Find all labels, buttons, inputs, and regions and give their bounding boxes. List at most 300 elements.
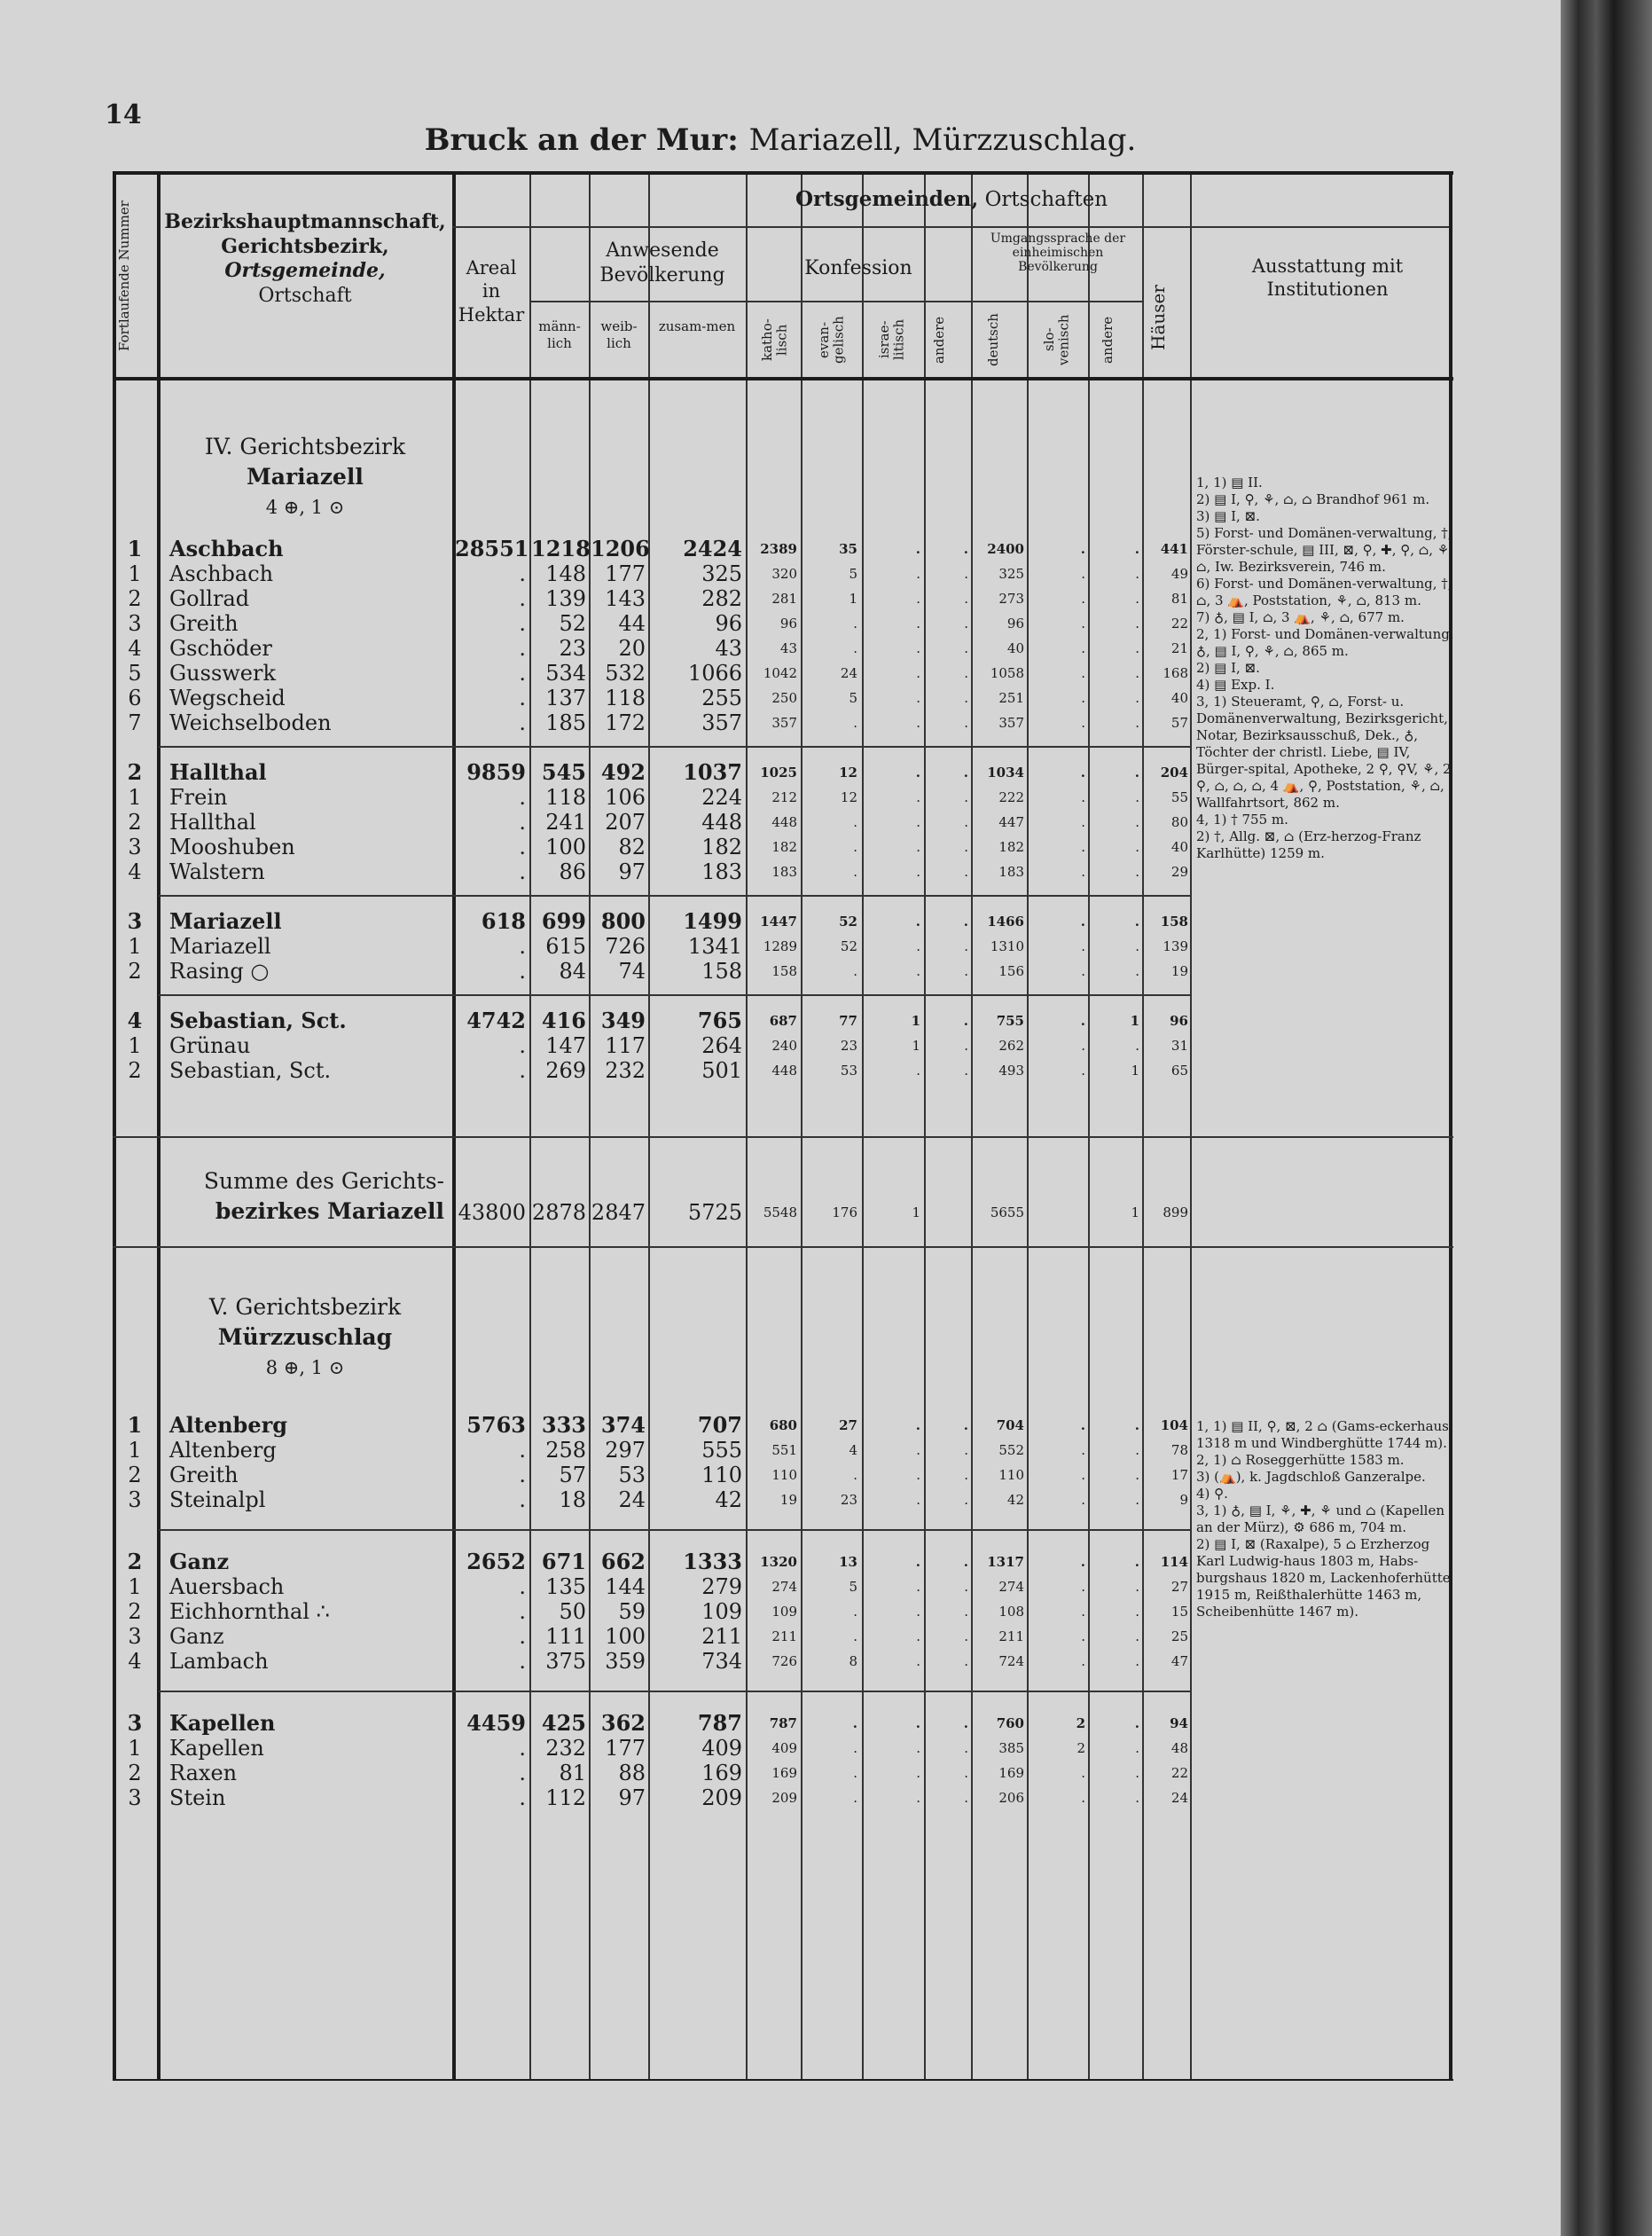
header-weiblich: weib-lich <box>600 318 638 351</box>
cell-isr: . <box>916 1790 920 1806</box>
cell-isr: . <box>916 690 920 706</box>
header-areal-l3: Hektar <box>458 303 525 326</box>
cell-isr: . <box>916 640 920 656</box>
cell-areal: . <box>519 934 526 959</box>
cell-slov: . <box>1081 715 1085 731</box>
cell-areal: . <box>519 636 526 661</box>
cell-kath: 182 <box>771 839 797 855</box>
sum-deutsch: 5655 <box>990 1204 1024 1220</box>
community-row <box>113 1711 1453 1736</box>
cell-and2: . <box>1135 1604 1139 1620</box>
cell-evang: 77 <box>839 1013 857 1029</box>
community-row <box>113 909 1453 934</box>
rule <box>113 377 1453 381</box>
header-slovenisch: slo-venisch <box>1041 314 1072 365</box>
cell-kath: 19 <box>779 1492 797 1508</box>
cell-m: 416 <box>541 1008 586 1033</box>
cell-slov: . <box>1081 640 1085 656</box>
rule <box>159 994 1190 996</box>
place-name: Gschöder <box>169 636 272 661</box>
cell-m: 86 <box>559 859 586 884</box>
rule <box>113 1136 1453 1138</box>
row-number: 6 <box>128 686 142 710</box>
district-iv-name-l2: Mariazell <box>247 464 364 490</box>
cell-areal: . <box>519 810 526 835</box>
cell-and2: . <box>1134 1417 1139 1433</box>
cell-kath: 680 <box>769 1417 797 1433</box>
cell-deutsch: 1466 <box>987 914 1024 930</box>
row-number: 1 <box>128 934 142 959</box>
cell-kath: 448 <box>771 814 797 830</box>
cell-deutsch: 447 <box>998 814 1024 830</box>
cell-deutsch: 206 <box>998 1790 1024 1806</box>
cell-and2: . <box>1134 1554 1139 1570</box>
cell-z: 183 <box>701 859 742 884</box>
row-number: 1 <box>128 785 142 810</box>
cell-and: . <box>964 1579 968 1595</box>
cell-m: 232 <box>545 1736 586 1761</box>
place-row <box>113 1761 1453 1785</box>
place-name: Raxen <box>169 1761 238 1785</box>
cell-isr: . <box>915 1715 920 1731</box>
cell-z: 787 <box>697 1710 742 1736</box>
place-name: Steinalpl <box>169 1487 266 1512</box>
cell-areal: . <box>519 1463 526 1487</box>
cell-z: 110 <box>701 1463 742 1487</box>
sum-isr: 1 <box>912 1204 920 1220</box>
cell-deutsch: 552 <box>998 1442 1024 1458</box>
cell-m: 425 <box>541 1710 586 1736</box>
cell-deutsch: 42 <box>1006 1492 1024 1508</box>
cell-slov: . <box>1081 1765 1085 1781</box>
cell-deutsch: 325 <box>998 566 1024 582</box>
cell-and2: . <box>1135 789 1139 805</box>
cell-and: . <box>963 914 968 930</box>
cell-isr: . <box>916 616 920 632</box>
cell-w: 44 <box>618 611 646 636</box>
row-number: 3 <box>128 611 142 636</box>
cell-kath: 209 <box>771 1790 797 1806</box>
cell-deutsch: 1317 <box>987 1554 1024 1570</box>
cell-z: 255 <box>701 686 742 710</box>
row-number: 3 <box>128 1624 142 1649</box>
cell-slov: . <box>1081 864 1085 880</box>
cell-areal: . <box>519 1785 526 1810</box>
cell-w: 1206 <box>591 536 650 561</box>
cell-kath: 250 <box>771 690 797 706</box>
cell-z: 707 <box>697 1412 742 1438</box>
district-iv-sum-l2: bezirkes Mariazell <box>215 1198 444 1224</box>
cell-deutsch: 182 <box>998 839 1024 855</box>
cell-isr: . <box>916 839 920 855</box>
cell-evang: 27 <box>839 1417 857 1433</box>
row-number: 1 <box>127 1412 143 1438</box>
cell-kath: 274 <box>771 1579 797 1595</box>
institution-entry: 2) ▤ I, ⊠. <box>1196 660 1260 676</box>
cell-isr: . <box>916 938 920 954</box>
cell-m: 52 <box>559 611 586 636</box>
cell-evang: . <box>853 715 857 731</box>
cell-isr: . <box>915 914 920 930</box>
cell-evang: 24 <box>840 665 857 681</box>
cell-slov: 2 <box>1077 1740 1085 1756</box>
row-number: 3 <box>127 1710 143 1736</box>
row-number: 2 <box>128 1058 142 1083</box>
header-ausstattung: Ausstattung mit Institutionen <box>1251 255 1404 301</box>
cell-isr: . <box>915 765 920 781</box>
cell-haeuser: 158 <box>1160 914 1188 930</box>
cell-and: . <box>964 566 968 582</box>
cell-areal: . <box>519 561 526 586</box>
cell-isr: . <box>916 1653 920 1669</box>
cell-m: 112 <box>545 1785 586 1810</box>
cell-haeuser: 47 <box>1170 1653 1188 1669</box>
cell-w: 117 <box>605 1033 646 1058</box>
sum-m: 2878 <box>531 1200 586 1225</box>
header-areal <box>455 256 528 326</box>
community-name: Sebastian, Sct. <box>169 1008 347 1033</box>
row-number: 4 <box>127 1008 143 1033</box>
cell-m: 241 <box>545 810 586 835</box>
district-iv-institutions <box>1196 475 1455 862</box>
cell-deutsch: 724 <box>998 1653 1024 1669</box>
institution-entry: 2) ▤ I, ⊠ (Raxalpe), 5 ⌂ Erzherzog Karl Ludwig-haus 1803 m, Habs-burgshaus 1820 m, Lackenhoferhütte 1915 m, Reißthalerhütte 1463 m, Scheibenhütte 1467 m). <box>1196 1536 1451 1620</box>
cell-slov: . <box>1081 839 1085 855</box>
cell-z: 2424 <box>683 536 742 561</box>
cell-z: 224 <box>701 785 742 810</box>
cell-w: 726 <box>605 934 646 959</box>
cell-w: 97 <box>618 1785 646 1810</box>
cell-evang: 12 <box>839 765 857 781</box>
cell-isr: . <box>916 591 920 607</box>
sum-kath: 5548 <box>763 1204 797 1220</box>
cell-and2: . <box>1135 1628 1139 1644</box>
community-name: Aschbach <box>169 536 284 561</box>
sum-areal: 43800 <box>458 1200 526 1225</box>
cell-isr: . <box>916 1492 920 1508</box>
cell-z: 279 <box>701 1574 742 1599</box>
cell-isr: . <box>916 1628 920 1644</box>
cell-m: 118 <box>545 785 586 810</box>
cell-and: . <box>964 839 968 855</box>
row-number: 1 <box>128 1736 142 1761</box>
community-name: Altenberg <box>169 1412 288 1438</box>
cell-evang: 5 <box>849 1579 857 1595</box>
cell-deutsch: 110 <box>998 1467 1024 1483</box>
cell-areal: 28551 <box>455 536 529 561</box>
place-row <box>113 1624 1453 1649</box>
cell-deutsch: 156 <box>998 963 1024 979</box>
cell-w: 100 <box>605 1624 646 1649</box>
cell-slov: . <box>1081 1442 1085 1458</box>
cell-areal: 4742 <box>466 1008 526 1033</box>
cell-and2: . <box>1135 665 1139 681</box>
cell-and: . <box>963 541 968 557</box>
cell-w: 297 <box>605 1438 646 1463</box>
cell-deutsch: 1310 <box>990 938 1024 954</box>
district-iv-sum-l1: Summe des Gerichts- <box>203 1168 444 1194</box>
cell-areal: . <box>519 686 526 710</box>
cell-and: . <box>964 1740 968 1756</box>
cell-and2: . <box>1135 839 1139 855</box>
institution-entry: 4) ▤ Exp. I. <box>1196 677 1275 693</box>
cell-w: 232 <box>605 1058 646 1083</box>
cell-deutsch: 273 <box>998 591 1024 607</box>
cell-isr: 1 <box>912 1038 920 1054</box>
row-number: 1 <box>128 1033 142 1058</box>
cell-deutsch: 760 <box>996 1715 1024 1731</box>
cell-slov: . <box>1080 1417 1085 1433</box>
header-ortsgemeinden-bold: Ortsgemeinden, <box>795 187 979 211</box>
district-v-name-l1: V. Gerichtsbezirk <box>208 1294 402 1320</box>
header-konfession: Konfession <box>804 257 912 279</box>
cell-w: 177 <box>605 561 646 586</box>
cell-areal: 9859 <box>466 759 526 785</box>
cell-deutsch: 357 <box>998 715 1024 731</box>
district-iv-symbols: 4 ⊕, 1 ⊙ <box>265 497 345 518</box>
place-name: Ganz <box>169 1624 224 1649</box>
row-number: 2 <box>128 810 142 835</box>
cell-and: . <box>963 765 968 781</box>
place-name: Sebastian, Sct. <box>169 1058 332 1083</box>
cell-slov: . <box>1081 1790 1085 1806</box>
header-deutsch: deutsch <box>985 313 1001 366</box>
header-bezirk-l2: Gerichtsbezirk, <box>221 234 389 258</box>
cell-w: 207 <box>605 810 646 835</box>
cell-and: . <box>963 1013 968 1029</box>
cell-evang: 1 <box>849 591 857 607</box>
cell-deutsch: 704 <box>996 1417 1024 1433</box>
cell-and2: . <box>1135 1740 1139 1756</box>
institution-entry: 2, 1) ⌂ Roseggerhütte 1583 m. <box>1196 1452 1405 1468</box>
cell-w: 172 <box>605 710 646 735</box>
cell-kath: 409 <box>771 1740 797 1756</box>
cell-w: 662 <box>600 1549 646 1574</box>
cell-and2: . <box>1135 715 1139 731</box>
institution-entry: 1, 1) ▤ II, ⚲, ⊠, 2 ⌂ (Gams-eckerhaus 1318 m und Windberghütte 1744 m). <box>1196 1418 1449 1451</box>
cell-and2: . <box>1135 566 1139 582</box>
cell-isr: . <box>915 1417 920 1433</box>
cell-deutsch: 169 <box>998 1765 1024 1781</box>
cell-w: 82 <box>618 835 646 859</box>
cell-m: 699 <box>541 908 586 934</box>
cell-m: 111 <box>545 1624 586 1649</box>
cell-areal: . <box>519 1438 526 1463</box>
place-name: Wegscheid <box>169 686 286 710</box>
cell-kath: 357 <box>771 715 797 731</box>
district-v-symbols: 8 ⊕, 1 ⊙ <box>265 1357 345 1378</box>
cell-m: 258 <box>545 1438 586 1463</box>
place-name: Auersbach <box>169 1574 285 1599</box>
sum-z: 5725 <box>687 1200 742 1225</box>
place-row <box>113 1649 1453 1674</box>
cell-areal: 2652 <box>466 1549 526 1574</box>
cell-haeuser: 21 <box>1170 640 1188 656</box>
cell-w: 118 <box>605 686 646 710</box>
cell-haeuser: 114 <box>1160 1554 1188 1570</box>
cell-w: 97 <box>618 859 646 884</box>
cell-deutsch: 493 <box>998 1063 1024 1079</box>
place-row <box>113 1785 1453 1810</box>
cell-slov: . <box>1081 938 1085 954</box>
cell-kath: 1289 <box>763 938 797 954</box>
cell-slov: 2 <box>1076 1715 1085 1731</box>
cell-kath: 281 <box>771 591 797 607</box>
cell-deutsch: 108 <box>998 1604 1024 1620</box>
district-iv-name-l1: IV. Gerichtsbezirk <box>204 434 406 459</box>
cell-evang: . <box>853 1604 857 1620</box>
header-andere: andere <box>931 316 947 364</box>
page-edge-shadow <box>1561 0 1652 2236</box>
cell-z: 209 <box>701 1785 742 1810</box>
cell-areal: . <box>519 1649 526 1674</box>
cell-and: . <box>964 1604 968 1620</box>
cell-deutsch: 211 <box>998 1628 1024 1644</box>
header-ortschaften: Ortschaften <box>984 188 1108 211</box>
cell-isr: . <box>916 1765 920 1781</box>
cell-and2: . <box>1135 814 1139 830</box>
cell-m: 615 <box>545 934 586 959</box>
cell-isr: . <box>915 1554 920 1570</box>
cell-areal: . <box>519 710 526 735</box>
cell-m: 81 <box>559 1761 586 1785</box>
cell-m: 57 <box>559 1463 586 1487</box>
header-ortsgemeinden <box>455 187 1448 213</box>
row-number: 1 <box>128 561 142 586</box>
cell-areal: . <box>519 785 526 810</box>
cell-deutsch: 2400 <box>987 541 1024 557</box>
cell-slov: . <box>1081 690 1085 706</box>
cell-evang: . <box>853 1790 857 1806</box>
header-fortlaufende: Fortlaufende Nummer <box>116 200 132 351</box>
cell-z: 109 <box>701 1599 742 1624</box>
cell-areal: . <box>519 959 526 984</box>
cell-w: 20 <box>618 636 646 661</box>
cell-deutsch: 251 <box>998 690 1024 706</box>
cell-haeuser: 19 <box>1170 963 1188 979</box>
page-number: 14 <box>105 99 142 130</box>
row-number: 1 <box>128 1438 142 1463</box>
cell-and: . <box>964 814 968 830</box>
cell-and: . <box>964 715 968 731</box>
cell-and2: . <box>1134 765 1139 781</box>
cell-evang: 4 <box>849 1442 857 1458</box>
cell-and2: . <box>1135 616 1139 632</box>
place-name: Kapellen <box>169 1736 264 1761</box>
cell-w: 349 <box>600 1008 646 1033</box>
place-name: Greith <box>169 611 239 636</box>
cell-evang: . <box>853 1467 857 1483</box>
rule <box>746 301 1142 302</box>
cell-areal: . <box>519 835 526 859</box>
header-bezirk-l1: Bezirkshauptmannschaft, <box>164 210 446 233</box>
header-evangelisch: evan-gelisch <box>816 316 847 364</box>
cell-deutsch: 1034 <box>987 765 1024 781</box>
cell-evang: 8 <box>849 1653 857 1669</box>
cell-and2: . <box>1135 1038 1139 1054</box>
row-number: 2 <box>127 759 143 785</box>
institution-entry: 3, 1) Steueramt, ⚲, ⌂, Forst- u. Domänenverwaltung, Bezirksgericht, Notar, Bezirksausschuß, Dek., ♁, Töchter der christl. Liebe, ▤ IV, Bürger-spital, Apotheke, 2 ⚲, ⚲V, ⚘, 2 ⚲, ⌂, ⌂, ⌂, 4 ⛺, ⚲, Poststation, ⚘, ⌂, Wallfahrtsort, 862 m. <box>1196 694 1452 811</box>
cell-evang: 23 <box>840 1038 857 1054</box>
cell-isr: . <box>916 789 920 805</box>
cell-evang: 5 <box>849 690 857 706</box>
row-number: 2 <box>128 586 142 611</box>
cell-kath: 787 <box>769 1715 797 1731</box>
cell-haeuser: 17 <box>1170 1467 1188 1483</box>
cell-haeuser: 57 <box>1170 715 1188 731</box>
cell-and: . <box>964 1038 968 1054</box>
cell-and2: . <box>1134 541 1139 557</box>
cell-slov: . <box>1081 591 1085 607</box>
institution-entry: 2) ▤ I, ⚲, ⚘, ⌂, ⌂ Brandhof 961 m. <box>1196 491 1430 507</box>
cell-areal: . <box>519 1033 526 1058</box>
cell-z: 1333 <box>683 1549 742 1574</box>
cell-and: . <box>963 1554 968 1570</box>
cell-w: 177 <box>605 1736 646 1761</box>
cell-and: . <box>964 1790 968 1806</box>
cell-haeuser: 24 <box>1170 1790 1188 1806</box>
cell-w: 59 <box>618 1599 646 1624</box>
cell-m: 18 <box>559 1487 586 1512</box>
cell-m: 1218 <box>531 536 591 561</box>
cell-and2: 1 <box>1131 1063 1139 1079</box>
cell-evang: 5 <box>849 566 857 582</box>
cell-evang: . <box>853 616 857 632</box>
header-bezirk-l3: Ortsgemeinde, <box>224 259 386 282</box>
rule <box>452 226 1449 228</box>
cell-z: 765 <box>697 1008 742 1033</box>
row-number: 3 <box>128 1785 142 1810</box>
cell-m: 100 <box>545 835 586 859</box>
cell-m: 671 <box>541 1549 586 1574</box>
row-number: 2 <box>128 1599 142 1624</box>
cell-deutsch: 274 <box>998 1579 1024 1595</box>
cell-and2: . <box>1135 591 1139 607</box>
cell-areal: 4459 <box>466 1710 526 1736</box>
row-number: 2 <box>127 1549 143 1574</box>
cell-deutsch: 40 <box>1006 640 1024 656</box>
row-number: 3 <box>128 1487 142 1512</box>
header-bezirk <box>159 210 451 308</box>
cell-evang: 53 <box>840 1063 857 1079</box>
cell-isr: . <box>916 1063 920 1079</box>
cell-haeuser: 48 <box>1170 1740 1188 1756</box>
cell-haeuser: 96 <box>1170 1013 1188 1029</box>
place-name: Lambach <box>169 1649 269 1674</box>
row-number: 2 <box>128 959 142 984</box>
row-number: 2 <box>128 1761 142 1785</box>
community-name: Hallthal <box>169 759 267 785</box>
cell-w: 374 <box>600 1412 646 1438</box>
cell-haeuser: 55 <box>1170 789 1188 805</box>
cell-and2: . <box>1135 690 1139 706</box>
cell-deutsch: 96 <box>1006 616 1024 632</box>
title-rest: Mariazell, Mürzzuschlag. <box>748 122 1137 158</box>
cell-slov: . <box>1081 1579 1085 1595</box>
cell-areal: . <box>519 586 526 611</box>
cell-deutsch: 222 <box>998 789 1024 805</box>
community-name: Ganz <box>169 1549 230 1574</box>
sum-and2: 1 <box>1131 1204 1139 1220</box>
institution-entry: 4, 1) † 755 m. <box>1196 812 1288 828</box>
cell-slov: . <box>1081 566 1085 582</box>
cell-m: 135 <box>545 1574 586 1599</box>
cell-haeuser: 65 <box>1170 1063 1188 1079</box>
cell-kath: 687 <box>769 1013 797 1029</box>
cell-haeuser: 204 <box>1160 765 1188 781</box>
cell-isr: . <box>916 1604 920 1620</box>
header-haeuser: Häuser <box>1147 285 1169 350</box>
